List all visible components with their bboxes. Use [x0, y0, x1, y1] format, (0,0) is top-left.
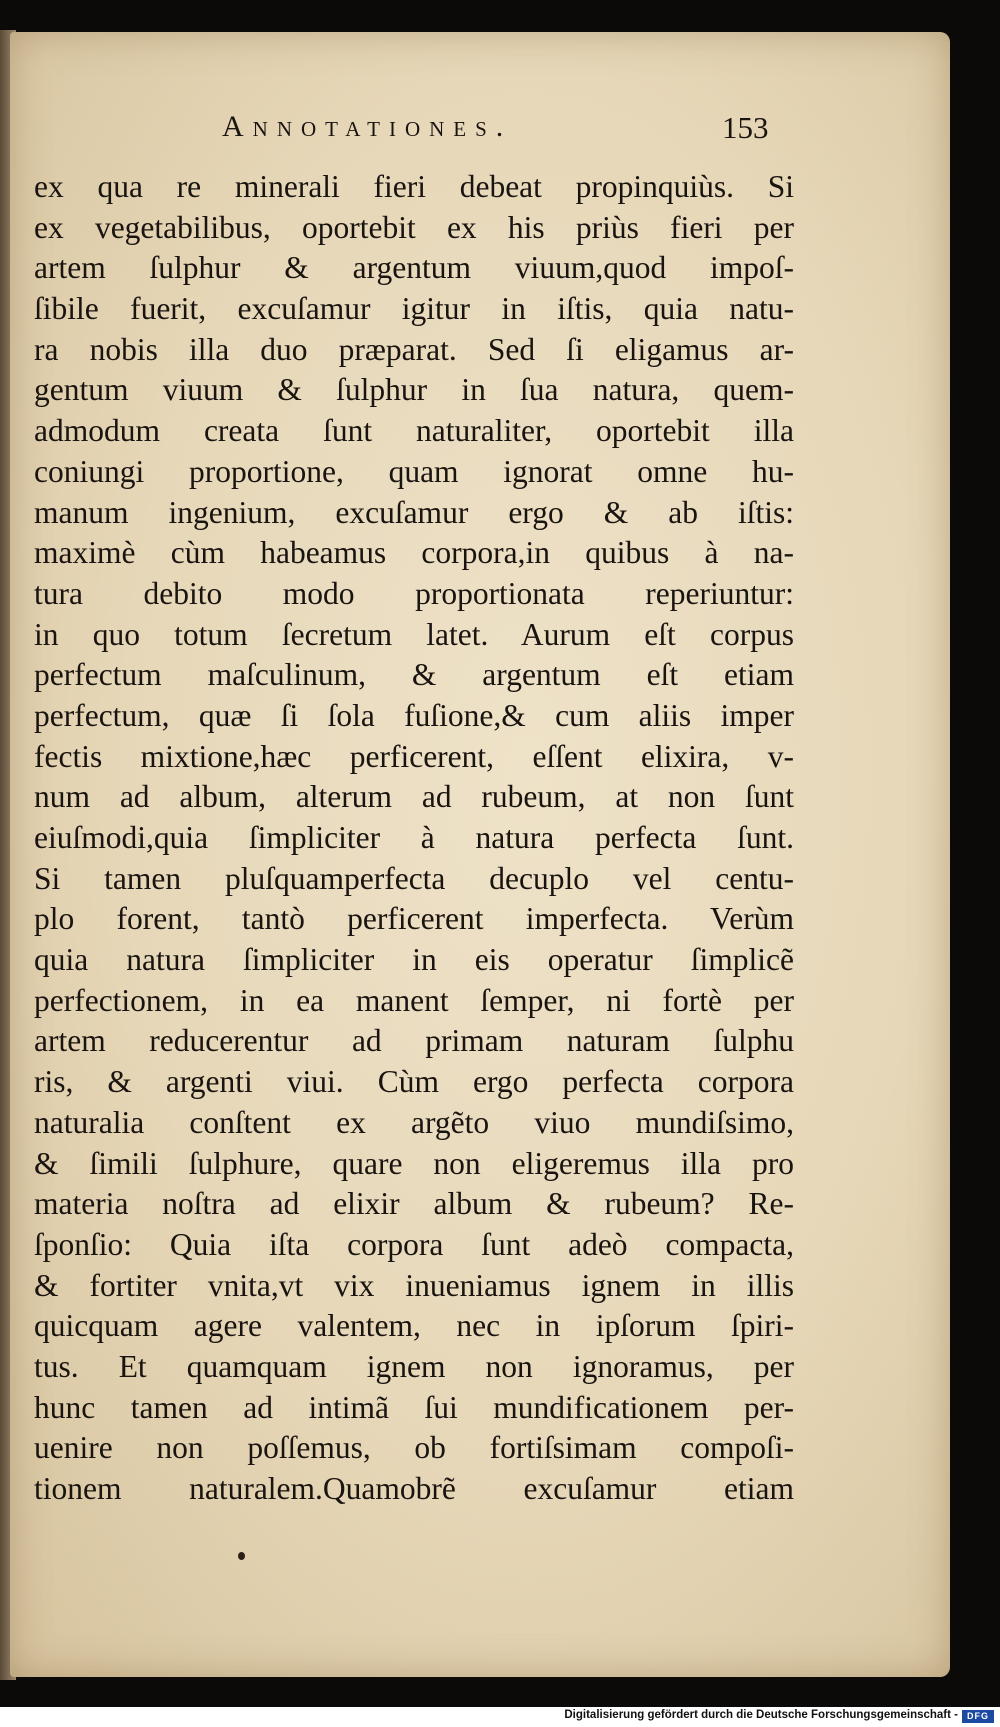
body-text — [34, 167, 794, 1510]
funding-credit: Digitalisierung gefördert durch die Deutsche Forschungsgemeinschaft - — [564, 1709, 958, 1721]
text-line: perfectum, quæ ſi ſola fuſione,& cum aliis imper — [34, 697, 794, 733]
running-head-title: Annotationes. — [222, 110, 513, 143]
text-line: in quo totum ſecretum latet. Aurum eſt corpus — [34, 616, 794, 652]
dfg-logo-icon: DFG — [962, 1710, 994, 1723]
text-line: ſibile fuerit, excuſamur igitur in iſtis, quia natu- — [34, 291, 794, 327]
ink-spot — [238, 1552, 245, 1560]
text-line: quicquam agere valentem, nec in ipſorum ſpiri- — [34, 1308, 794, 1344]
text-line: artem reducerentur ad primam naturam ſulphu — [34, 1023, 794, 1059]
book-page — [10, 32, 950, 1677]
text-line: eiuſmodi,quia ſimpliciter à natura perfecta ſunt. — [34, 820, 794, 855]
page-number: 153 — [722, 110, 769, 145]
text-line: fectis mixtione,hæc perficerent, eſſent elixira, v- — [34, 738, 794, 774]
text-line: & fortiter vnita,vt vix inueniamus ignem in illis — [34, 1267, 794, 1303]
running-head — [10, 110, 950, 160]
text-line: perfectum maſculinum, & argentum eſt etiam — [34, 657, 794, 693]
text-line: maximè cùm habeamus corpora,in quibus à na- — [34, 535, 794, 571]
text-line: num ad album, alterum ad rubeum, at non ſunt — [34, 779, 794, 815]
text-line: ex vegetabilibus, oportebit ex his priùs fieri per — [34, 209, 794, 245]
text-line: coniungi proportione, quam ignorat omne hu- — [34, 453, 794, 489]
text-line: tus. Et quamquam ignem non ignoramus, per — [34, 1348, 794, 1384]
text-line: admodum creata ſunt naturaliter, oportebit illa — [34, 413, 794, 449]
text-line: ris, & argenti viui. Cùm ergo perfecta corpora — [34, 1064, 794, 1100]
footer-bar — [0, 1707, 1000, 1727]
text-line: manum ingenium, excuſamur ergo & ab iſtis: — [34, 494, 794, 530]
text-line: materia noſtra ad elixir album & rubeum? Re- — [34, 1186, 794, 1222]
text-line: gentum viuum & ſulphur in ſua natura, quem- — [34, 372, 794, 408]
text-line: ra nobis illa duo præparat. Sed ſi eligamus ar- — [34, 331, 794, 367]
text-line: hunc tamen ad intimã ſui mundificationem per- — [34, 1389, 794, 1425]
text-line: ex qua re minerali fieri debeat propinquiùs. Si — [34, 169, 794, 204]
text-line: plo forent, tantò perficerent imperfecta. Verùm — [34, 901, 794, 937]
text-line: tura debito modo proportionata reperiuntur: — [34, 575, 794, 611]
text-line: quia natura ſimpliciter in eis operatur ſimplicẽ — [34, 942, 794, 978]
text-line: tionem naturalem.Quamobrẽ excuſamur etiam — [34, 1471, 794, 1506]
text-line: artem ſulphur & argentum viuum,quod impoſ- — [34, 250, 794, 286]
text-line: ſponſio: Quia iſta corpora ſunt adeò compacta, — [34, 1226, 794, 1262]
text-line: uenire non poſſemus, ob fortiſsimam compoſi- — [34, 1430, 794, 1466]
text-line: & ſimili ſulphure, quare non eligeremus illa pro — [34, 1145, 794, 1181]
text-line: naturalia conſtent ex argẽto viuo mundiſsimo, — [34, 1104, 794, 1140]
text-line: Si tamen pluſquamperfecta decuplo vel centu- — [34, 860, 794, 896]
text-line: perfectionem, in ea manent ſemper, ni fortè per — [34, 982, 794, 1018]
